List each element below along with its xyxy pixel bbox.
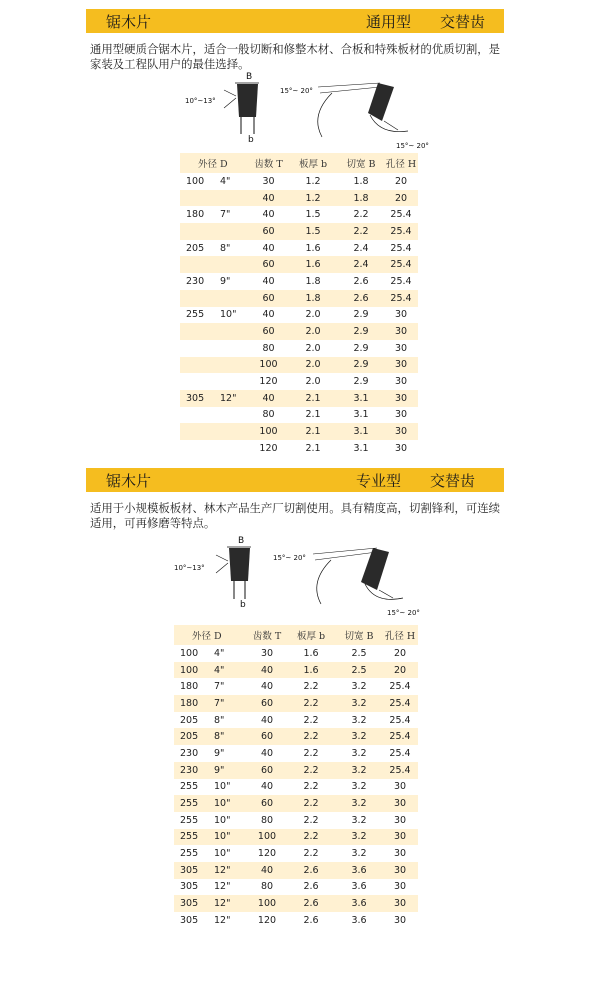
plate-label: b xyxy=(240,600,246,610)
plate-label: b xyxy=(248,135,254,145)
table-row xyxy=(180,373,418,390)
teeth-cell: 40 xyxy=(249,190,288,207)
bore-cell: 30 xyxy=(382,829,418,846)
teeth-cell: 40 xyxy=(248,862,286,879)
plate-thickness-cell: 2.1 xyxy=(305,442,321,454)
diameter-mm-cell xyxy=(180,323,220,340)
plate-thickness-cell: 2.2 xyxy=(303,714,319,726)
tooth-profile-diagram xyxy=(180,70,280,150)
teeth-cell: 80 xyxy=(262,342,275,354)
diameter-mm-cell: 205 xyxy=(174,728,214,745)
teeth-cell: 60 xyxy=(248,695,286,712)
bore-cell: 30 xyxy=(394,442,408,454)
diameter-inch-cell: 9" xyxy=(214,747,225,759)
plate-thickness-cell: 1.6 xyxy=(286,662,336,679)
bore-cell: 20 xyxy=(393,647,407,659)
bore-cell: 30 xyxy=(382,895,418,912)
table-row xyxy=(180,173,418,190)
diameter-inch-cell: 12" xyxy=(214,881,231,893)
bore-cell: 25.4 xyxy=(384,223,418,240)
table-header-row xyxy=(174,625,418,645)
plate-thickness-cell: 2.6 xyxy=(286,895,336,912)
kerf-width-cell: 3.6 xyxy=(351,914,367,926)
teeth-cell: 40 xyxy=(260,747,274,759)
teeth-cell: 60 xyxy=(248,728,286,745)
bore-cell: 20 xyxy=(384,190,418,207)
teeth-cell: 100 xyxy=(249,423,288,440)
teeth-cell: 60 xyxy=(248,795,286,812)
teeth-cell: 30 xyxy=(262,175,275,187)
rake-angle-label: 15°~ 20° xyxy=(273,554,306,562)
bore-cell: 30 xyxy=(393,781,407,793)
column-header-bore: 孔径 H xyxy=(382,625,418,645)
diameter-mm-cell xyxy=(180,407,220,424)
table-row xyxy=(180,357,418,374)
section-title: 锯木片 xyxy=(106,472,152,490)
section-type: 通用型 xyxy=(366,13,412,31)
diameter-mm-cell: 255 xyxy=(174,829,214,846)
table-row xyxy=(180,190,418,207)
diameter-mm-cell: 180 xyxy=(174,695,214,712)
kerf-width-cell: 3.2 xyxy=(336,695,382,712)
plate-thickness-cell: 2.2 xyxy=(303,814,319,826)
diameter-inch-cell: 10" xyxy=(214,848,231,860)
bore-cell: 30 xyxy=(394,342,408,354)
kerf-width-cell: 3.6 xyxy=(336,895,382,912)
diameter-mm-cell: 230 xyxy=(180,747,199,759)
teeth-cell: 100 xyxy=(249,357,288,374)
table-row xyxy=(180,256,418,273)
diameter-mm-cell xyxy=(180,440,220,457)
kerf-width-cell: 2.2 xyxy=(353,209,369,221)
plate-thickness-cell: 2.1 xyxy=(288,390,338,407)
teeth-cell: 40 xyxy=(262,209,275,221)
spec-table xyxy=(174,625,418,929)
plate-thickness-cell: 2.1 xyxy=(288,423,338,440)
teeth-cell: 40 xyxy=(260,681,274,693)
table-row xyxy=(180,423,418,440)
table-row xyxy=(174,862,418,879)
bore-cell: 25.4 xyxy=(384,256,418,273)
plate-thickness-cell: 2.2 xyxy=(303,681,319,693)
plate-thickness-cell: 1.6 xyxy=(305,242,321,254)
bore-cell: 30 xyxy=(393,881,407,893)
diameter-inch-cell: 12" xyxy=(214,914,231,926)
table-row xyxy=(180,390,418,407)
diameter-mm-cell xyxy=(180,340,220,357)
table-row xyxy=(174,745,418,762)
diameter-mm-cell: 305 xyxy=(180,390,220,407)
diameter-mm-cell: 255 xyxy=(174,795,214,812)
table-row xyxy=(174,912,418,929)
diameter-mm-cell: 230 xyxy=(174,762,214,779)
table-row xyxy=(174,812,418,829)
column-header-plate: 板厚 b xyxy=(288,153,338,173)
bore-cell: 20 xyxy=(394,175,408,187)
plate-thickness-cell: 2.2 xyxy=(303,781,319,793)
table-row xyxy=(174,879,418,896)
diameter-inch-cell xyxy=(220,256,249,273)
plate-thickness-cell: 1.6 xyxy=(303,647,319,659)
plate-thickness-cell: 1.5 xyxy=(305,209,321,221)
diameter-inch-cell: 7" xyxy=(214,695,248,712)
plate-thickness-cell: 1.6 xyxy=(288,256,338,273)
diameter-mm-cell xyxy=(180,190,220,207)
table-row xyxy=(174,762,418,779)
diameter-inch-cell xyxy=(220,190,249,207)
diameter-inch-cell: 4" xyxy=(214,647,225,659)
teeth-cell: 120 xyxy=(259,376,278,388)
diameter-inch-cell: 12" xyxy=(214,862,248,879)
kerf-width-cell: 3.2 xyxy=(351,781,367,793)
table-row xyxy=(180,206,418,223)
plate-thickness-cell: 2.2 xyxy=(286,728,336,745)
kerf-width-cell: 2.6 xyxy=(353,275,369,287)
diameter-mm-cell: 305 xyxy=(174,895,214,912)
plate-thickness-cell: 2.0 xyxy=(288,323,338,340)
kerf-width-cell: 2.9 xyxy=(338,357,384,374)
clearance-angle-label: 15°~ 20° xyxy=(396,142,429,150)
diameter-mm-cell: 180 xyxy=(186,209,205,221)
teeth-cell: 60 xyxy=(249,290,288,307)
table-row xyxy=(174,895,418,912)
plate-thickness-cell: 2.1 xyxy=(305,409,321,421)
teeth-cell: 60 xyxy=(249,223,288,240)
table-row xyxy=(180,307,418,324)
bore-cell: 30 xyxy=(394,376,408,388)
kerf-width-cell: 3.2 xyxy=(351,747,367,759)
bore-cell: 30 xyxy=(393,814,407,826)
kerf-width-cell: 3.2 xyxy=(351,814,367,826)
teeth-cell: 60 xyxy=(249,323,288,340)
bore-cell: 30 xyxy=(394,409,408,421)
diameter-mm-cell xyxy=(180,290,220,307)
spec-table xyxy=(180,153,418,457)
diameter-mm-cell xyxy=(180,373,220,390)
diameter-inch-cell xyxy=(220,423,249,440)
section-header-bar xyxy=(86,468,504,492)
diameter-inch-cell xyxy=(220,223,249,240)
bore-cell: 30 xyxy=(384,357,418,374)
diameter-mm-cell: 255 xyxy=(180,848,199,860)
bore-cell: 25.4 xyxy=(390,209,412,221)
teeth-cell: 100 xyxy=(248,829,286,846)
teeth-cell: 80 xyxy=(260,881,274,893)
bore-cell: 25.4 xyxy=(382,762,418,779)
diameter-inch-cell: 10" xyxy=(214,829,248,846)
kerf-width-cell: 2.5 xyxy=(336,662,382,679)
kerf-width-cell: 3.2 xyxy=(336,762,382,779)
kerf-width-cell: 2.9 xyxy=(353,342,369,354)
bore-cell: 30 xyxy=(384,390,418,407)
plate-thickness-cell: 2.2 xyxy=(286,795,336,812)
column-header-teeth: 齿数 T xyxy=(249,153,288,173)
plate-thickness-cell: 1.2 xyxy=(305,175,321,187)
plate-thickness-cell: 2.2 xyxy=(286,829,336,846)
teeth-cell: 60 xyxy=(249,256,288,273)
diameter-inch-cell: 10" xyxy=(214,814,231,826)
table-row xyxy=(174,678,418,695)
bore-cell: 25.4 xyxy=(389,747,411,759)
diameter-inch-cell: 9" xyxy=(220,275,231,287)
diameter-mm-cell: 255 xyxy=(180,781,199,793)
kerf-width-cell: 2.2 xyxy=(338,223,384,240)
diameter-inch-cell: 8" xyxy=(214,728,248,745)
plate-thickness-cell: 2.2 xyxy=(303,848,319,860)
diameter-inch-cell xyxy=(220,340,249,357)
plate-thickness-cell: 2.6 xyxy=(303,881,319,893)
table-row xyxy=(174,712,418,729)
kerf-width-cell: 3.6 xyxy=(351,881,367,893)
bore-cell: 25.4 xyxy=(382,728,418,745)
kerf-width-cell: 3.2 xyxy=(336,829,382,846)
kerf-width-cell: 3.1 xyxy=(338,390,384,407)
kerf-label: B xyxy=(246,72,253,82)
plate-thickness-cell: 1.5 xyxy=(288,223,338,240)
kerf-width-cell: 1.8 xyxy=(338,190,384,207)
teeth-cell: 120 xyxy=(257,848,277,860)
diameter-mm-cell: 230 xyxy=(186,275,205,287)
kerf-width-cell: 3.1 xyxy=(353,442,369,454)
diameter-inch-cell xyxy=(220,407,249,424)
table-row xyxy=(180,340,418,357)
plate-thickness-cell: 1.8 xyxy=(305,275,321,287)
section-description: 适用于小规模板板材、林木产品生产厂切割使用。具有精度高，切割锋利，可连续适用，可再修磨等特点。 xyxy=(90,501,501,530)
column-header-plate: 板厚 b xyxy=(286,625,336,645)
teeth-cell: 30 xyxy=(260,647,274,659)
diameter-inch-cell: 8" xyxy=(214,714,225,726)
kerf-width-cell: 3.2 xyxy=(336,728,382,745)
teeth-cell: 120 xyxy=(257,914,277,926)
teeth-cell: 80 xyxy=(262,409,275,421)
kerf-width-cell: 2.9 xyxy=(353,376,369,388)
plate-thickness-cell: 1.8 xyxy=(288,290,338,307)
section-type: 专业型 xyxy=(356,472,402,490)
table-row xyxy=(174,829,418,846)
kerf-width-cell: 2.9 xyxy=(353,309,369,321)
diameter-mm-cell: 305 xyxy=(174,862,214,879)
table-row xyxy=(180,440,418,457)
column-header-teeth: 齿数 T xyxy=(248,625,286,645)
plate-thickness-cell: 2.2 xyxy=(303,747,319,759)
rake-angle-label: 15°~ 20° xyxy=(280,87,313,95)
table-row xyxy=(180,323,418,340)
diameter-inch-cell: 10" xyxy=(214,795,248,812)
kerf-width-cell: 3.1 xyxy=(353,409,369,421)
table-row xyxy=(174,779,418,796)
diameter-mm-cell: 305 xyxy=(180,881,199,893)
table-header-row xyxy=(180,153,418,173)
teeth-cell: 40 xyxy=(262,275,275,287)
table-row xyxy=(174,695,418,712)
kerf-width-cell: 3.2 xyxy=(351,681,367,693)
teeth-cell: 40 xyxy=(262,309,275,321)
diameter-mm-cell: 100 xyxy=(180,647,199,659)
diameter-mm-cell: 180 xyxy=(180,681,199,693)
clearance-angle-label: 15°~ 20° xyxy=(387,609,420,617)
table-row xyxy=(180,240,418,257)
tooth-angle-diagram xyxy=(280,75,430,155)
table-row xyxy=(174,662,418,679)
bore-cell: 20 xyxy=(382,662,418,679)
bore-cell: 25.4 xyxy=(384,290,418,307)
kerf-width-cell: 3.6 xyxy=(336,862,382,879)
diameter-mm-cell: 205 xyxy=(180,714,199,726)
diameter-inch-cell xyxy=(220,373,249,390)
column-header-od: 外径 D xyxy=(174,625,248,645)
table-row xyxy=(174,795,418,812)
column-header-kerf: 切宽 B xyxy=(338,153,384,173)
bore-cell: 25.4 xyxy=(390,275,412,287)
diameter-inch-cell: 9" xyxy=(214,762,248,779)
plate-thickness-cell: 2.0 xyxy=(305,342,321,354)
diameter-inch-cell xyxy=(220,323,249,340)
kerf-width-cell: 3.2 xyxy=(351,714,367,726)
diameter-mm-cell xyxy=(180,423,220,440)
diameter-mm-cell: 305 xyxy=(180,914,199,926)
plate-thickness-cell: 2.0 xyxy=(305,309,321,321)
bore-cell: 30 xyxy=(393,914,407,926)
diameter-mm-cell: 100 xyxy=(174,662,214,679)
plate-thickness-cell: 2.0 xyxy=(288,357,338,374)
section-title: 锯木片 xyxy=(106,13,152,31)
section-tooth-type: 交替齿 xyxy=(440,13,486,31)
diameter-inch-cell xyxy=(220,290,249,307)
diameter-inch-cell: 4" xyxy=(214,662,248,679)
kerf-width-cell: 2.4 xyxy=(338,256,384,273)
diameter-mm-cell xyxy=(180,357,220,374)
teeth-cell: 100 xyxy=(248,895,286,912)
bore-cell: 30 xyxy=(384,423,418,440)
column-header-bore: 孔径 H xyxy=(384,153,418,173)
diameter-inch-cell: 7" xyxy=(220,209,231,221)
bore-cell: 30 xyxy=(382,795,418,812)
teeth-cell: 60 xyxy=(248,762,286,779)
kerf-width-cell: 3.1 xyxy=(338,423,384,440)
plate-thickness-cell: 2.6 xyxy=(303,914,319,926)
table-row xyxy=(180,290,418,307)
teeth-cell: 40 xyxy=(249,390,288,407)
diameter-inch-cell: 10" xyxy=(220,309,237,321)
column-header-od: 外径 D xyxy=(180,153,249,173)
bore-cell: 25.4 xyxy=(382,695,418,712)
kerf-label: B xyxy=(238,536,245,546)
bore-cell: 30 xyxy=(393,848,407,860)
section-tooth-type: 交替齿 xyxy=(430,472,476,490)
plate-thickness-cell: 2.2 xyxy=(286,695,336,712)
diameter-inch-cell: 10" xyxy=(214,781,231,793)
teeth-cell: 120 xyxy=(259,442,278,454)
table-row xyxy=(180,273,418,290)
diameter-mm-cell: 100 xyxy=(186,175,205,187)
diameter-inch-cell: 7" xyxy=(214,681,225,693)
table-row xyxy=(180,223,418,240)
plate-thickness-cell: 2.2 xyxy=(286,762,336,779)
diameter-inch-cell: 8" xyxy=(220,242,231,254)
teeth-cell: 40 xyxy=(260,714,274,726)
teeth-cell: 80 xyxy=(260,814,274,826)
bore-cell: 30 xyxy=(382,862,418,879)
diameter-mm-cell xyxy=(180,256,220,273)
diameter-inch-cell: 12" xyxy=(220,390,249,407)
kerf-width-cell: 2.4 xyxy=(353,242,369,254)
bevel-angle-label: 10°~13° xyxy=(174,564,205,572)
kerf-width-cell: 2.6 xyxy=(338,290,384,307)
diameter-mm-cell xyxy=(180,223,220,240)
teeth-cell: 40 xyxy=(262,242,275,254)
diameter-inch-cell xyxy=(220,357,249,374)
tooth-profile-diagram xyxy=(172,533,272,613)
teeth-cell: 40 xyxy=(248,662,286,679)
diameter-mm-cell: 205 xyxy=(186,242,205,254)
diameter-inch-cell xyxy=(220,440,249,457)
plate-thickness-cell: 2.6 xyxy=(286,862,336,879)
kerf-width-cell: 3.2 xyxy=(351,848,367,860)
table-row xyxy=(174,645,418,662)
table-row xyxy=(180,407,418,424)
kerf-width-cell: 2.9 xyxy=(338,323,384,340)
bore-cell: 30 xyxy=(384,323,418,340)
table-row xyxy=(174,845,418,862)
bore-cell: 25.4 xyxy=(389,714,411,726)
diameter-mm-cell: 255 xyxy=(180,814,199,826)
plate-thickness-cell: 1.2 xyxy=(288,190,338,207)
plate-thickness-cell: 2.0 xyxy=(305,376,321,388)
kerf-width-cell: 3.2 xyxy=(336,795,382,812)
section-header-bar xyxy=(86,9,504,33)
diameter-inch-cell: 12" xyxy=(214,895,248,912)
diameter-mm-cell: 255 xyxy=(186,309,205,321)
kerf-width-cell: 1.8 xyxy=(353,175,369,187)
bore-cell: 30 xyxy=(394,309,408,321)
column-header-kerf: 切宽 B xyxy=(336,625,382,645)
section-description: 通用型硬质合锯木片，适合一般切断和修整木材、合板和特殊板材的优质切割，是家装及工程队用户的最佳选择。 xyxy=(90,42,501,71)
bore-cell: 25.4 xyxy=(389,681,411,693)
diameter-inch-cell: 4" xyxy=(220,175,231,187)
teeth-cell: 40 xyxy=(260,781,274,793)
bore-cell: 25.4 xyxy=(390,242,412,254)
tooth-angle-diagram xyxy=(273,538,423,618)
bevel-angle-label: 10°~13° xyxy=(185,97,216,105)
table-row xyxy=(174,728,418,745)
kerf-width-cell: 2.5 xyxy=(351,647,367,659)
